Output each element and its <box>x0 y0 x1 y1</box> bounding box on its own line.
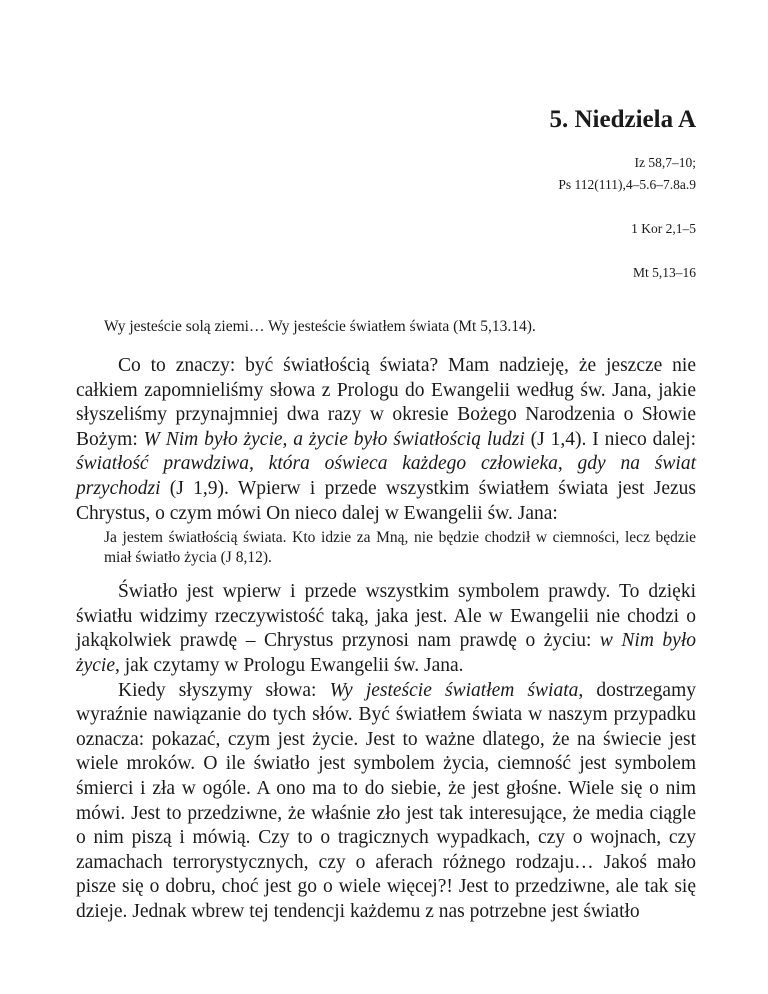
italic-citation: W Nim było życie, a życie było światłością ludzi <box>143 428 525 450</box>
reading-first: Iz 58,7–10; <box>634 155 696 170</box>
reading-psalm: Ps 112(111),4–5.6–7.8a.9 <box>558 177 696 192</box>
scripture-references <box>296 152 696 284</box>
homily-body <box>76 354 696 924</box>
reading-gospel: Mt 5,13–16 <box>632 265 696 280</box>
italic-citation: Wy jesteście światłem świata <box>329 679 579 701</box>
paragraph-2: Światło jest wpierw i przede wszystkim symbolem prawdy. To dzięki światłu widzimy rzeczywistość taką, jaka jest. Ale w Ewangelii nie chodzi o jakąkolwiek prawdę – Chrystus przynosi nam prawdę o życiu: w Nim było życie, jak czytamy w Prologu Ewangelii św. Jana. <box>76 581 696 676</box>
reading-second: 1 Kor 2,1–5 <box>631 221 696 236</box>
page-title: 5. Niedziela A <box>549 106 696 133</box>
italic-citation: w Nim było życie <box>76 630 696 676</box>
block-quote: Ja jestem światłością świata. Kto idzie za Mną, nie będzie chodził w ciemności, lecz będzie miał światło życia (J 8,12). <box>104 529 696 567</box>
paragraph-1: Co to znaczy: być światłością świata? Mam nadzieję, że jeszcze nie całkiem zapomnieliśmy słowa z Prologu do Ewangelii według św. Jana, jakie słyszeliśmy przynajmniej dwa razy w okresie Bożego Narodzenia o Słowie Bożym: W Nim było życie, a życie było światłością ludzi (J 1,4). I nieco dalej: światłość prawdziwa, która oświeca każdego człowieka, gdy na świat przychodzi (J 1,9). Wpierw i przede wszystkim światłem świata jest Jezus Chrystus, o czym mówi On nieco dalej w Ewangelii św. Jana: <box>76 355 696 524</box>
paragraph-3: Kiedy słyszymy słowa: Wy jesteście światłem świata, dostrzegamy wyraźnie nawiązanie do tych słów. Być światłem świata w naszym przypadku oznacza: pokazać, czym jest życie. Jest to ważne dlatego, że na świecie jest wiele mroków. O ile światło jest symbolem życia, ciemność jest symbolem śmierci i zła w ogóle. A ono ma to do siebie, że jest głośne. Wiele się o nim mówi. Jest to przedziwne, że właśnie zło jest tak interesujące, że media ciągle o nim piszą i mówią. Czy to o tragicznych wypadkach, czy o wojnach, czy zamachach terrorystycznych, czy o aferach różnego rodzaju… Jakoś mało pisze się o dobru, choć jest go o wiele więcej?! Jest to przedziwne, ale tak się dzieje. Jednak wbrew tej tendencji każdemu z nas potrzebne jest światło <box>76 679 696 922</box>
motto-line: Wy jesteście solą ziemi… Wy jesteście światłem świata (Mt 5,13.14). <box>104 318 536 335</box>
italic-citation: światłość prawdziwa, która oświeca każdego człowieka, gdy na świat przychodzi <box>76 453 696 499</box>
